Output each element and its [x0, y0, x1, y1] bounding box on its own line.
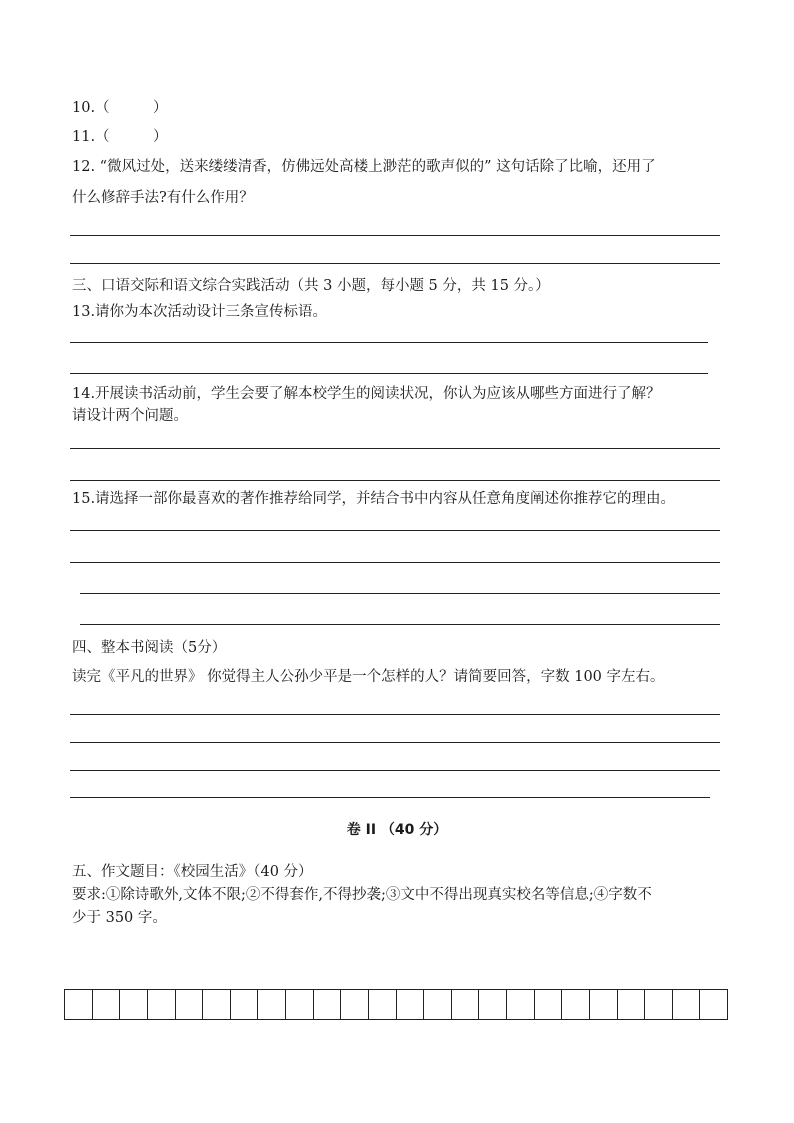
grid-cell[interactable]: [507, 990, 535, 1019]
grid-cell[interactable]: [562, 990, 590, 1019]
grid-cell[interactable]: [369, 990, 397, 1019]
question-13: 13.请你为本次活动设计三条宣传标语。: [72, 304, 328, 320]
question-15: 15.请选择一部你最喜欢的著作推荐给同学，并结合书中内容从任意角度阐述你推荐它的理由。: [72, 491, 676, 507]
grid-cell[interactable]: [645, 990, 673, 1019]
answer-line[interactable]: [70, 480, 720, 481]
grid-cell[interactable]: [231, 990, 259, 1019]
answer-line[interactable]: [80, 593, 720, 594]
grid-cell[interactable]: [176, 990, 204, 1019]
grid-cell[interactable]: [618, 990, 646, 1019]
paper-2-title: 卷 II （40 分）: [346, 822, 448, 838]
section-3-heading: 三、口语交际和语文综合实践活动（共 3 小题，每小题 5 分，共 15 分。）: [72, 278, 550, 294]
question-14-line1: 14.开展读书活动前，学生会要了解本校学生的阅读状况，你认为应该从哪些方面进行了解？: [72, 386, 661, 402]
section-5-heading: 五、作文题目：《校园生活》（40 分）: [72, 864, 313, 880]
answer-line[interactable]: [70, 797, 710, 798]
grid-cell[interactable]: [673, 990, 701, 1019]
grid-cell[interactable]: [120, 990, 148, 1019]
grid-cell[interactable]: [258, 990, 286, 1019]
question-12-line2: 什么修辞手法?有什么作用？: [72, 190, 254, 206]
answer-line[interactable]: [70, 530, 720, 531]
section-4-prompt: 读完《平凡的世界》 你觉得主人公孙少平是一个怎样的人？请简要回答，字数 100 字左右。: [72, 669, 665, 685]
section-5-requirements-line1: 要求:①除诗歌外,文体不限;②不得套作,不得抄袭;③文中不得出现真实校名等信息;④字数不: [72, 887, 652, 903]
grid-cell[interactable]: [314, 990, 342, 1019]
section-4-heading: 四、整本书阅读（5分）: [72, 640, 227, 656]
answer-line[interactable]: [70, 770, 720, 771]
grid-cell[interactable]: [590, 990, 618, 1019]
grid-cell[interactable]: [452, 990, 480, 1019]
answer-line[interactable]: [70, 562, 720, 563]
grid-cell[interactable]: [148, 990, 176, 1019]
question-12-line1: 12. “微风过处，送来缕缕清香，仿佛远处高楼上渺茫的歌声似的” 这句话除了比喻，还用了: [72, 159, 656, 175]
grid-cell[interactable]: [93, 990, 121, 1019]
answer-line[interactable]: [70, 448, 720, 449]
answer-line[interactable]: [70, 263, 720, 264]
grid-cell[interactable]: [286, 990, 314, 1019]
answer-line[interactable]: [70, 235, 720, 236]
answer-line[interactable]: [70, 342, 708, 343]
grid-cell[interactable]: [203, 990, 231, 1019]
question-11: 11.（ ）: [72, 129, 168, 145]
question-14-line2: 请设计两个问题。: [72, 408, 188, 424]
grid-cell[interactable]: [424, 990, 452, 1019]
grid-cell[interactable]: [65, 990, 93, 1019]
question-10: 10.（ ）: [72, 100, 168, 116]
grid-cell[interactable]: [341, 990, 369, 1019]
answer-line[interactable]: [70, 714, 720, 715]
grid-cell[interactable]: [700, 990, 727, 1019]
answer-line[interactable]: [70, 373, 708, 374]
section-5-requirements-line2: 少于 350 字。: [72, 910, 167, 926]
grid-cell[interactable]: [535, 990, 563, 1019]
answer-line[interactable]: [70, 742, 720, 743]
composition-grid[interactable]: [64, 989, 728, 1020]
grid-cell[interactable]: [479, 990, 507, 1019]
grid-cell[interactable]: [397, 990, 425, 1019]
answer-line[interactable]: [80, 624, 720, 625]
